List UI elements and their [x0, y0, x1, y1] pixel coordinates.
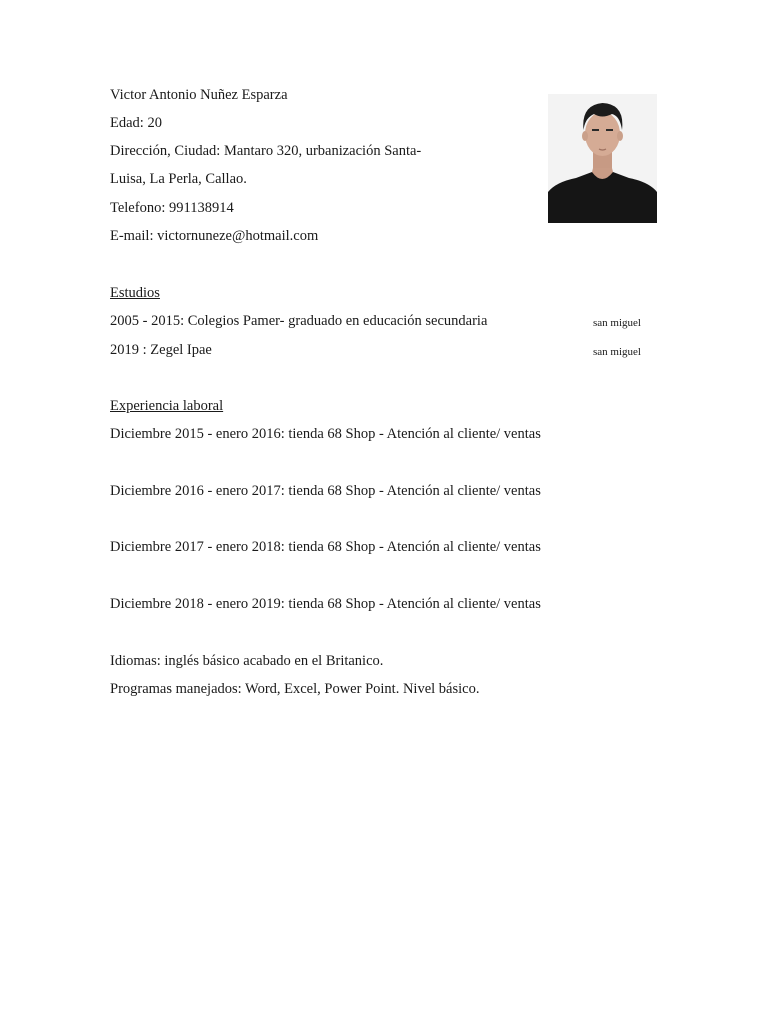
experience-entry: Diciembre 2015 - enero 2016: tienda 68 Shop - Atención al cliente/ ventas: [110, 426, 541, 442]
education-entry: 2005 - 2015: Colegios Pamer- graduado en educación secundaria: [110, 313, 488, 329]
profile-photo-image: [548, 94, 657, 223]
profile-photo: [548, 94, 657, 223]
education-location: san miguel: [593, 346, 641, 358]
experience-heading: Experiencia laboral: [110, 398, 224, 414]
age: Edad: 20: [110, 115, 162, 131]
experience-entry: Diciembre 2018 - enero 2019: tienda 68 Shop - Atención al cliente/ ventas: [110, 596, 541, 612]
email: E-mail: victornuneze@hotmail.com: [110, 228, 319, 244]
education-entry: 2019 : Zegel Ipae: [110, 342, 212, 358]
experience-entry: Diciembre 2017 - enero 2018: tienda 68 Shop - Atención al cliente/ ventas: [110, 539, 541, 555]
experience-entry: Diciembre 2016 - enero 2017: tienda 68 Shop - Atención al cliente/ ventas: [110, 483, 541, 499]
address-line-1: Dirección, Ciudad: Mantaro 320, urbanización Santa-: [110, 143, 422, 159]
programs: Programas manejados: Word, Excel, Power Point. Nivel básico.: [110, 681, 480, 697]
full-name: Victor Antonio Nuñez Esparza: [110, 87, 288, 103]
education-location: san miguel: [593, 317, 641, 329]
address-line-2: Luisa, La Perla, Callao.: [110, 171, 247, 187]
languages: Idiomas: inglés básico acabado en el Britanico.: [110, 653, 384, 669]
phone: Telefono: 991138914: [110, 200, 234, 216]
education-heading: Estudios: [110, 285, 160, 301]
